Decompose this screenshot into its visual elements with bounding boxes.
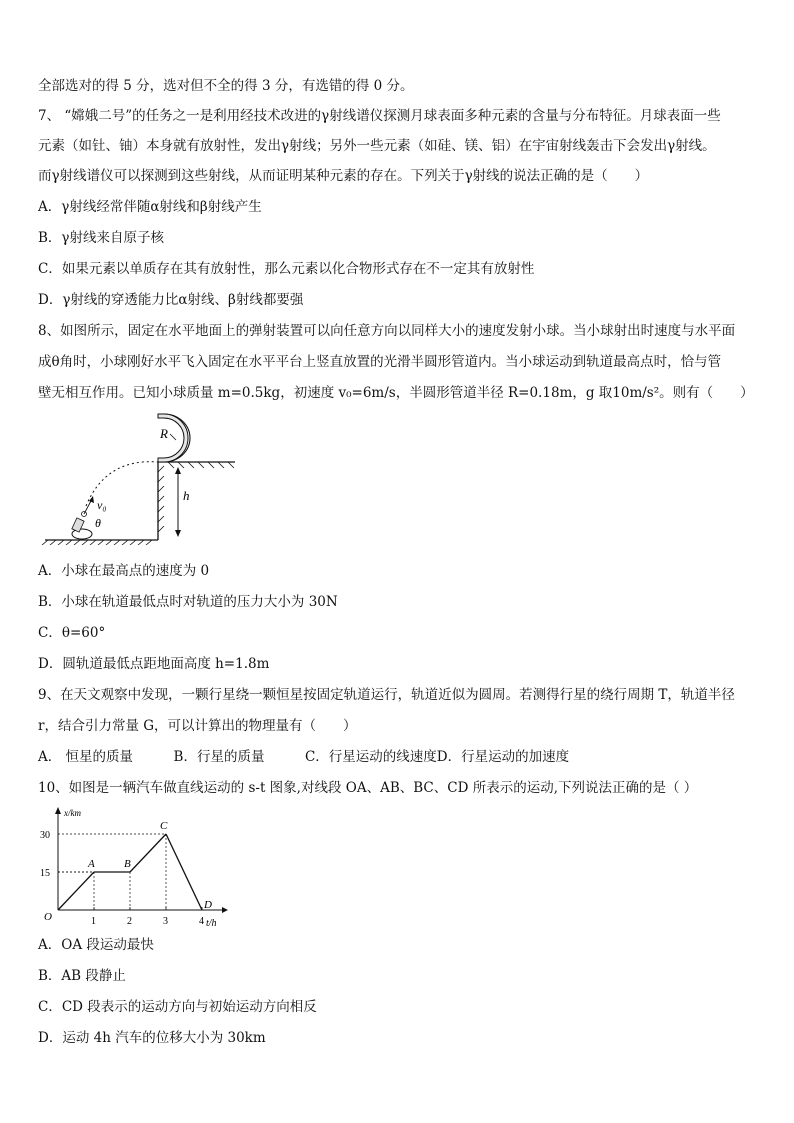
q9-stem-line-1: 9、在天文观察中发现，一颗行星绕一颗恒星按固定轨道运行，轨道近似为圆周。若测得行星的绕行周期 T，轨道半径 — [38, 687, 735, 703]
height-arrow-down — [175, 530, 181, 537]
q10-option-a: A．OA 段运动最快 — [38, 937, 154, 953]
q8-option-c: C．θ=60° — [38, 625, 106, 641]
point-label-D: D — [204, 899, 212, 911]
height-arrow-up — [175, 467, 181, 474]
x-tick-label-3: 3 — [163, 916, 168, 927]
q10-st-graph — [36, 804, 236, 934]
angle-label: θ — [95, 516, 101, 530]
radius-label: R — [160, 426, 168, 441]
segment-BC — [130, 834, 166, 872]
q7-stem-line-2: 元素（如钍、铀）本身就有放射性，发出γ射线；另外一些元素（如硅、镁、铝）在宇宙射线轰击下会发出γ射线。 — [38, 138, 716, 154]
q8-option-b: B．小球在轨道最低点时对轨道的压力大小为 30N — [38, 594, 338, 610]
q10-option-d: D．运动 4h 汽车的位移大小为 30km — [38, 1030, 266, 1046]
q8-launcher-figure — [40, 410, 240, 545]
q8-stem-line-1: 8、如图所示，固定在水平地面上的弹射装置可以向任意方向以同样大小的速度发射小球。当小球射出时速度与水平面 — [38, 323, 736, 339]
x-tick-label-1: 1 — [91, 916, 96, 927]
point-label-C: C — [160, 820, 168, 832]
velocity-arrowhead — [89, 496, 94, 503]
q7-stem-line-3: 而γ射线谱仪可以探测到这些射线，从而证明某种元素的存在。下列关于γ射线的说法正确的是（ ） — [38, 168, 649, 184]
y-tick-label-15: 15 — [40, 868, 50, 879]
point-label-B: B — [124, 858, 131, 870]
q10-option-b: B．AB 段静止 — [38, 968, 126, 984]
point-label-A: A — [88, 858, 95, 870]
q9-options: A． 恒星的质量 B．行星的质量 C．行星运动的线速度D．行星运动的加速度 — [38, 749, 570, 765]
q8-stem-line-3: 壁无相互作用。已知小球质量 m=0.5kg，初速度 v₀=6m/s，半圆形管道半径 R=0.18m，g 取10m/s²。则有（ ） — [38, 385, 754, 401]
q7-stem-line-1: 7、 “嫦娥二号”的任务之一是利用经技术改进的γ射线谱仪探测月球表面多种元素的含量与分布特征。月球表面一些 — [38, 108, 721, 124]
q10-stem: 10、如图是一辆汽车做直线运动的 s-t 图象,对线段 OA、AB、BC、CD 所表示的运动,下列说法正确的是（ ） — [38, 780, 698, 796]
y-axis-label: x/km — [64, 808, 81, 818]
q9-stem-line-2: r，结合引力常量 G，可以计算出的物理量有（ ） — [38, 718, 357, 734]
q8-option-d: D．圆轨道最低点距地面高度 h=1.8m — [38, 656, 270, 672]
section-instruction: 全部选对的得 5 分，选对但不全的得 3 分，有选错的得 0 分。 — [38, 78, 414, 94]
q8-stem-line-2: 成θ角时，小球刚好水平飞入固定在水平平台上竖直放置的光滑半圆形管道内。当小球运动到轨道最高点时，恰与管 — [38, 354, 722, 370]
q7-option-c: C．如果元素以单质存在其有放射性，那么元素以化合物形式存在不一定其有放射性 — [38, 261, 535, 277]
q8-option-a: A．小球在最高点的速度为 0 — [38, 563, 210, 579]
q7-option-d: D．γ射线的穿透能力比α射线、β射线都要强 — [38, 292, 304, 308]
velocity-label: v₀ — [97, 498, 107, 512]
radius-line — [170, 434, 176, 440]
height-label: h — [183, 488, 190, 503]
wall-hatching — [158, 466, 164, 532]
y-axis-arrow — [55, 807, 61, 814]
q7-option-a: A．γ射线经常伴随α射线和β射线产生 — [38, 199, 262, 215]
x-tick-label-2: 2 — [127, 916, 132, 927]
y-tick-label-30: 30 — [40, 830, 50, 841]
platform-hatching — [168, 462, 234, 468]
q10-option-c: C．CD 段表示的运动方向与初始运动方向相反 — [38, 999, 317, 1015]
x-axis-label: t/h — [206, 918, 217, 929]
origin-label: O — [44, 911, 52, 923]
segment-CD — [166, 834, 202, 910]
ground-hatching — [42, 540, 152, 545]
x-tick-label-4: 4 — [199, 916, 204, 927]
segment-OA — [58, 872, 94, 910]
q7-option-b: B．γ射线来自原子核 — [38, 230, 164, 246]
x-axis-arrow — [222, 907, 228, 913]
